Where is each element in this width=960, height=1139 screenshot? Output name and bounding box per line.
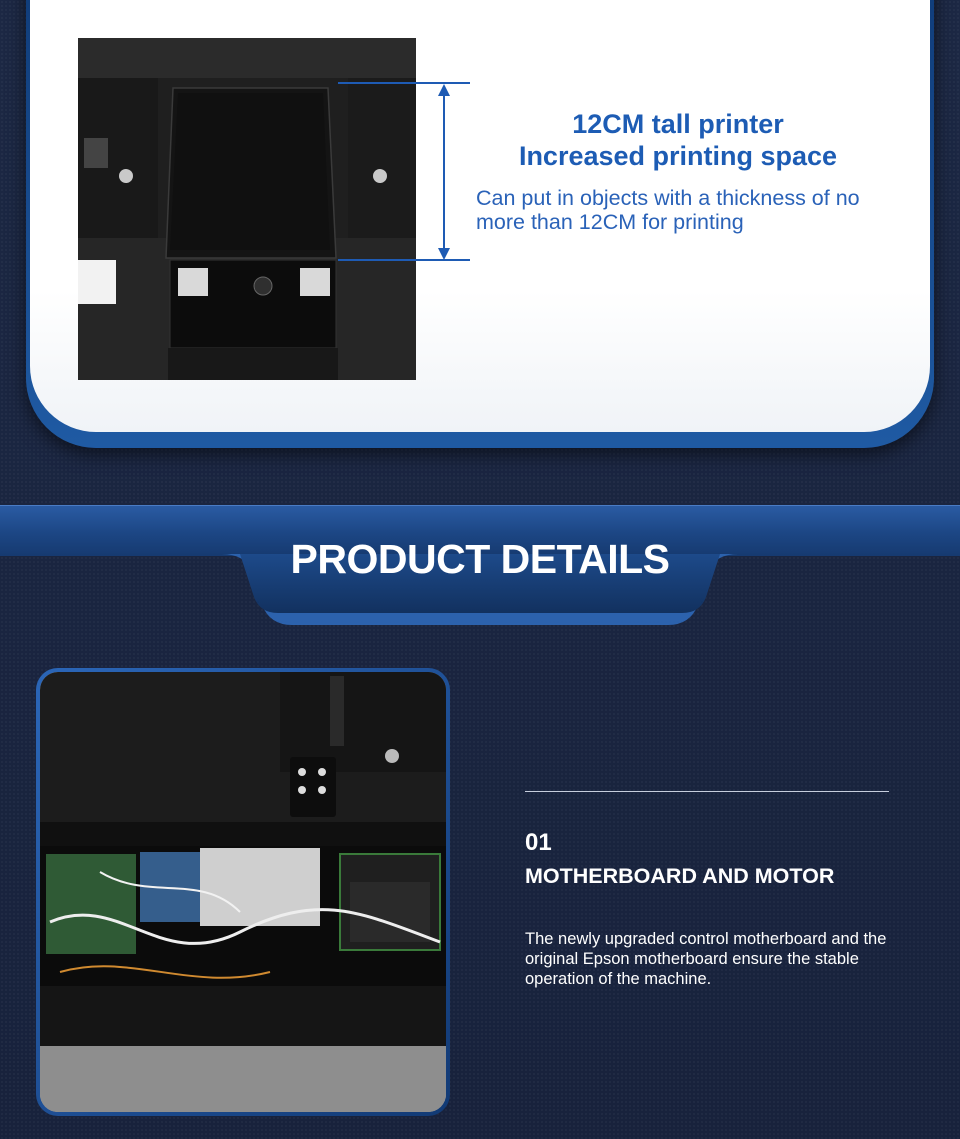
feature-desc-line-2: more than 12CM for printing [476, 210, 744, 234]
section-title: PRODUCT DETAILS [290, 536, 670, 582]
detail-heading: MOTHERBOARD AND MOTOR [525, 864, 835, 888]
feature-title [478, 108, 878, 172]
feature-title-line-1: 12CM tall printer [572, 109, 784, 139]
motherboard-illustration [40, 672, 446, 1112]
height-arrow-icon [436, 84, 452, 260]
feature-desc-line-1: Can put in objects with a thickness of no [476, 186, 860, 210]
detail-desc-line-3: operation of the machine. [525, 970, 712, 988]
detail-number: 01 [525, 829, 552, 856]
feature-title-line-2: Increased printing space [518, 141, 838, 171]
feature-description [476, 186, 916, 234]
detail-description [525, 929, 925, 989]
detail-desc-line-2: original Epson motherboard ensure the stable [525, 950, 859, 968]
detail-divider [525, 791, 889, 792]
detail-desc-line-1: The newly upgraded control motherboard and the [525, 930, 887, 948]
printer-illustration [78, 38, 416, 380]
motherboard-photo [40, 672, 446, 1112]
printer-height-photo [78, 38, 416, 380]
